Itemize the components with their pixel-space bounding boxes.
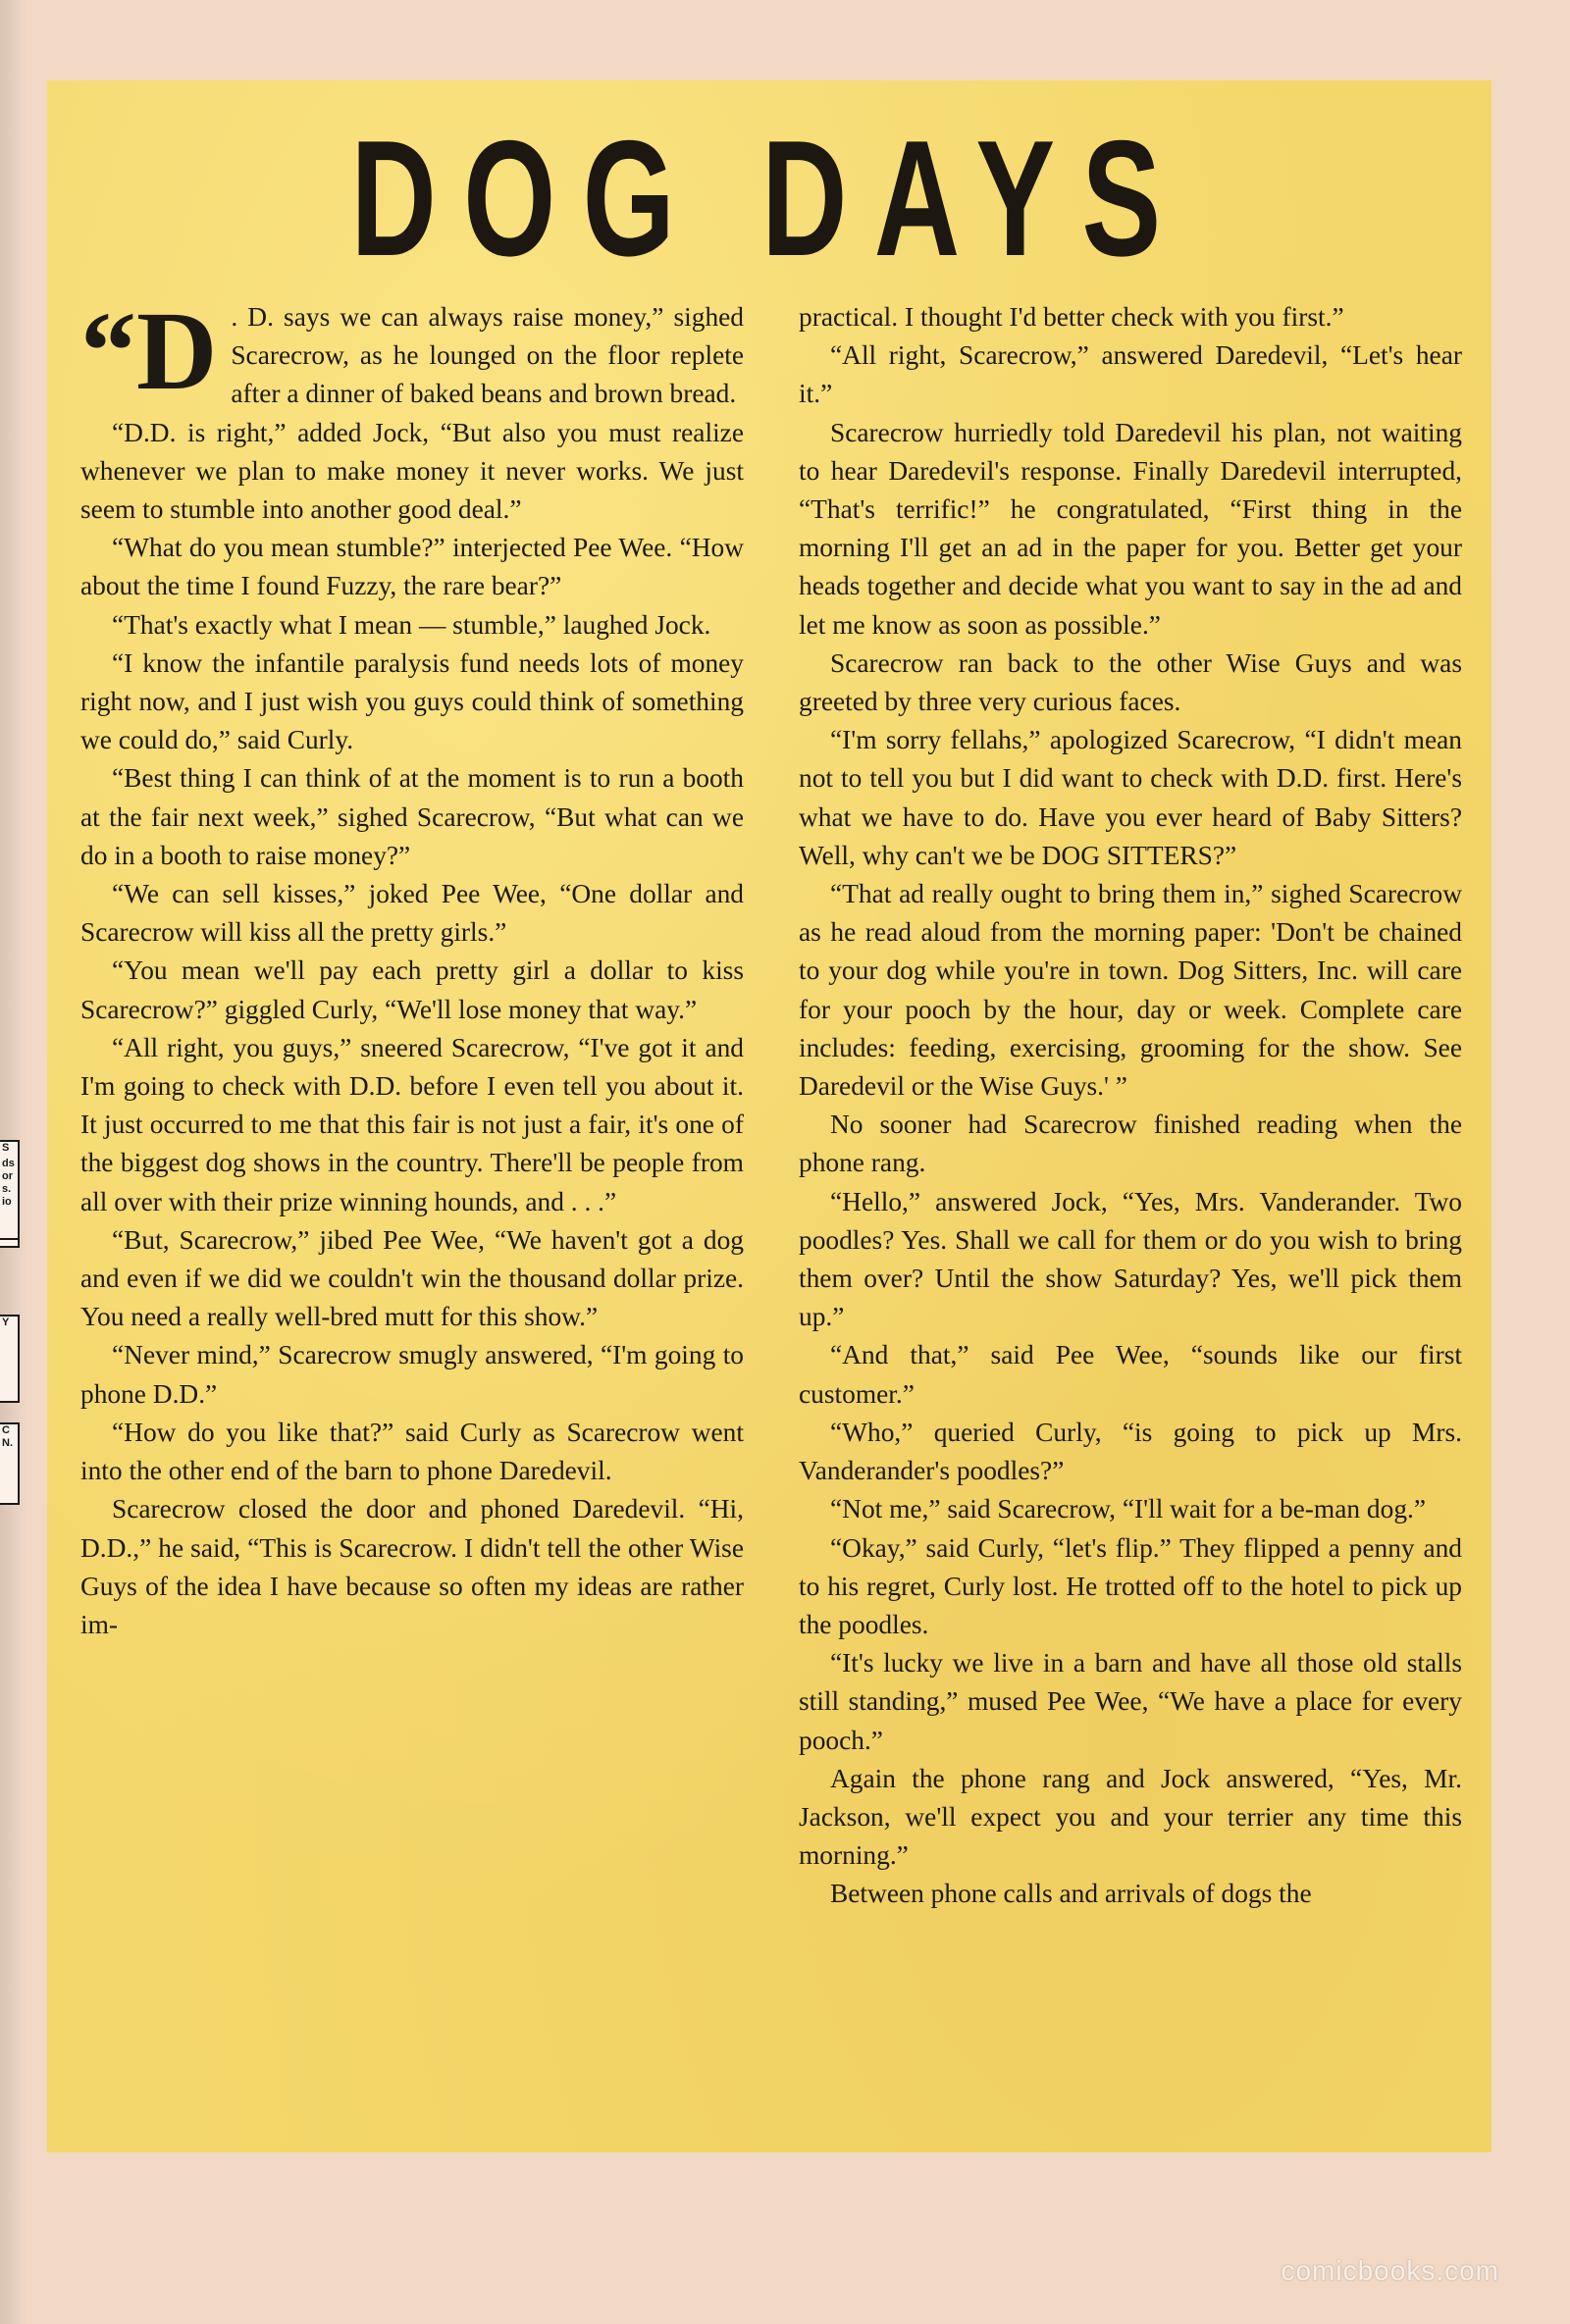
paragraph-text: Between phone calls and arrivals of dogs the bbox=[830, 1879, 1312, 1909]
paragraph bbox=[80, 1336, 744, 1413]
drop-cap: “D bbox=[80, 298, 218, 413]
paragraph bbox=[80, 414, 744, 530]
paragraph bbox=[799, 1414, 1462, 1490]
paragraph bbox=[799, 1106, 1462, 1182]
paragraph bbox=[799, 298, 1462, 336]
left-column bbox=[80, 298, 744, 2143]
paragraph bbox=[80, 1490, 744, 1644]
story-panel bbox=[47, 80, 1492, 2152]
story-columns bbox=[80, 298, 1462, 2143]
paragraph-text: “I'm sorry fellahs,” apologized Scarecrow, “I didn't mean not to tell you but I did want to check with D.D. first. Here's what we have to do. Have you ever heard of Baby Sitters? Well, why can't we be DOG SITTERS?” bbox=[799, 725, 1462, 870]
paragraph bbox=[80, 645, 744, 760]
paragraph-text: “Who,” queried Curly, “is going to pick up Mrs. Vanderander's poodles?” bbox=[799, 1417, 1462, 1486]
site-watermark: comicbooks.com bbox=[1281, 2255, 1499, 2286]
right-column bbox=[799, 298, 1462, 2143]
paragraph-text: Scarecrow closed the door and phoned Daredevil. “Hi, D.D.,” he said, “This is Scarecrow. I didn't tell the other Wise Guys of the idea I have because so often my ideas are rather im- bbox=[80, 1494, 744, 1639]
paragraph bbox=[80, 1414, 744, 1490]
paragraph bbox=[799, 1490, 1462, 1528]
paragraph bbox=[799, 1183, 1462, 1337]
paragraph-text: “And that,” said Pee Wee, “sounds like our first customer.” bbox=[799, 1340, 1462, 1409]
paragraph bbox=[799, 414, 1462, 645]
paragraph-text: “All right, Scarecrow,” answered Daredevil, “Let's hear it.” bbox=[799, 340, 1462, 409]
paragraph-text: practical. I thought I'd better check with you first.” bbox=[799, 302, 1344, 332]
paragraph-text: “That ad really ought to bring them in,” sighed Scarecrow as he read aloud from the morning paper: 'Don't be chained to your dog while you're in town. Dog Sitters, Inc. will care for your pooch by the hour, day or week. Complete care includes: feeding, exercising, grooming for the show. See Daredevil or the Wise Guys.' ” bbox=[799, 879, 1462, 1102]
paragraph bbox=[80, 875, 744, 952]
story-title: DOG DAYS bbox=[350, 106, 1188, 290]
paragraph bbox=[80, 529, 744, 605]
paragraph-text: “Never mind,” Scarecrow smugly answered, “I'm going to phone D.D.” bbox=[80, 1340, 744, 1409]
margin-scrap-1: S bbox=[0, 1140, 20, 1248]
paragraph-text: No sooner had Scarecrow finished reading when the phone rang. bbox=[799, 1110, 1462, 1178]
paragraph-text: “Best thing I can think of at the moment is to run a booth at the fair next week,” sighed Scarecrow, “But what can we do in a booth to raise money?” bbox=[80, 763, 744, 870]
paragraph bbox=[80, 759, 744, 875]
paragraph bbox=[799, 336, 1462, 413]
paragraph bbox=[799, 1644, 1462, 1760]
paragraph-text: “But, Scarecrow,” jibed Pee Wee, “We haven't got a dog and even if we did we couldn't win the thousand dollar prize. You need a really well-bred mutt for this show.” bbox=[80, 1224, 744, 1332]
paragraph-text: “Okay,” said Curly, “let's flip.” They flipped a penny and to his regret, Curly lost. He trotted off to the hotel to pick up the poodles. bbox=[799, 1532, 1462, 1639]
paragraph-text: “D.D. is right,” added Jock, “But also you must realize whenever we plan to make money it never works. We just seem to stumble into another good deal.” bbox=[80, 417, 744, 525]
paragraph-text: “It's lucky we live in a barn and have all those old stalls still standing,” mused Pee Wee, “We have a place for every pooch.” bbox=[799, 1648, 1462, 1755]
paragraph-text: Again the phone rang and Jock answered, “Yes, Mr. Jackson, we'll expect you and your terrier any time this morning.” bbox=[799, 1763, 1462, 1871]
paragraph-text: “We can sell kisses,” joked Pee Wee, “One dollar and Scarecrow will kiss all the pretty girls.” bbox=[80, 879, 744, 948]
paragraph bbox=[799, 875, 1462, 1106]
paragraph-text: “How do you like that?” said Curly as Scarecrow went into the other end of the barn to phone Daredevil. bbox=[80, 1417, 744, 1486]
paragraph bbox=[80, 1029, 744, 1221]
paragraph-text: “All right, you guys,” sneered Scarecrow, “I've got it and I'm going to check with D.D. before I even tell you about it. It just occurred to me that this fair is not just a fair, it's one of the biggest dog shows in the country. There'll be people from all over with their prize winning hounds, and . . .” bbox=[80, 1032, 744, 1216]
paragraph-text: “You mean we'll pay each pretty girl a dollar to kiss Scarecrow?” giggled Curly, “We'll lose money that way.” bbox=[80, 955, 744, 1024]
paragraph bbox=[799, 1875, 1462, 1913]
paragraph bbox=[799, 1336, 1462, 1413]
paragraph bbox=[80, 952, 744, 1028]
paragraph bbox=[80, 298, 744, 414]
paragraph-text: “Not me,” said Scarecrow, “I'll wait for a be-man dog.” bbox=[830, 1494, 1427, 1524]
margin-scrap-4: C N. bbox=[0, 1422, 20, 1505]
paragraph bbox=[799, 645, 1462, 721]
margin-scrap-2: ds or s. io bbox=[0, 1158, 20, 1240]
paragraph bbox=[80, 1221, 744, 1337]
paragraph-text: “I know the infantile paralysis fund needs lots of money right now, and I just wish you guys could think of something we could do,” said Curly. bbox=[80, 647, 744, 755]
paragraph bbox=[799, 1529, 1462, 1645]
paragraph-text: “What do you mean stumble?” interjected Pee Wee. “How about the time I found Fuzzy, the rare bear?” bbox=[80, 533, 744, 601]
paragraph-text: Scarecrow hurriedly told Daredevil his plan, not waiting to hear Daredevil's response. Finally Daredevil interrupted, “That's terrific!” he congratulated, “First thing in the morning I'll get an ad in the paper for you. Better get your heads together and decide what you want to say in the ad and let me know as soon as possible.” bbox=[799, 417, 1462, 640]
paragraph bbox=[80, 606, 744, 645]
margin-scrap-3: Y bbox=[0, 1315, 20, 1403]
paragraph-text: “That's exactly what I mean — stumble,” laughed Jock. bbox=[112, 609, 711, 640]
paragraph bbox=[799, 721, 1462, 875]
paragraph-text: . D. says we can always raise money,” sighed Scarecrow, as he lounged on the floor replete after a dinner of baked beans and brown bread. bbox=[231, 302, 744, 409]
paragraph bbox=[799, 1760, 1462, 1876]
paragraph-text: “Hello,” answered Jock, “Yes, Mrs. Vanderander. Two poodles? Yes. Shall we call for them or do you wish to bring them over? Until the show Saturday? Yes, we'll pick them up.” bbox=[799, 1186, 1462, 1332]
paragraph-text: Scarecrow ran back to the other Wise Guys and was greeted by three very curious faces. bbox=[799, 647, 1462, 717]
